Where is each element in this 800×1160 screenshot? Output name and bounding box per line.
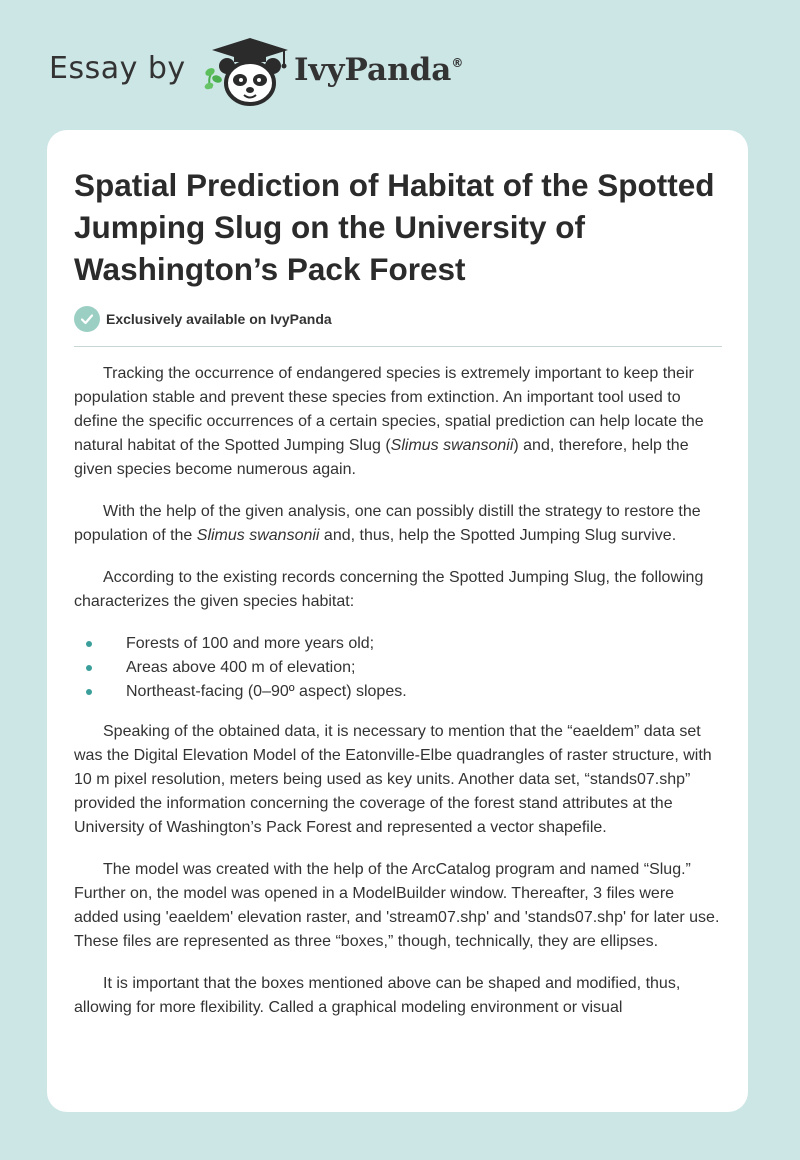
- species-name: Slimus swansonii: [390, 437, 514, 454]
- paragraph: The model was created with the help of the ArcCatalog program and named “Slug.” Further on, the model was opened in a ModelBuilder window. Thereafter, 3 files were added using 'eaeldem' elevation raster, and 'stream07.shp' and 'stands07.shp' for later use. These files are represented as three “boxes,” though, technically, they are ellipses.: [74, 861, 720, 950]
- list-item: [74, 656, 722, 680]
- habitat-list: [74, 632, 722, 704]
- list-item-text: Northeast-facing (0–90º aspect) slopes.: [126, 683, 407, 700]
- species-name: Slimus swansonii: [196, 527, 320, 544]
- brand-name[interactable]: [294, 52, 463, 88]
- essay-by-label: Essay by: [49, 51, 186, 86]
- paragraph: [74, 500, 722, 548]
- text-run: With the help of the given analysis, one can possibly distill the strategy to restore the population of the: [74, 503, 701, 544]
- text-run: Tracking the occurrence of endangered species is extremely important to keep their population stable and prevent these species from extinction. An important tool used to define the specific occurrences of a certain species, spatial prediction can help locate the natural habitat of the Spotted Jumping Slug (: [74, 365, 704, 454]
- paragraph: [74, 362, 722, 482]
- paragraph: It is important that the boxes mentioned above can be shaped and modified, thus, allowing for more flexibility. Called a graphical modeling environment or visual: [74, 975, 681, 1016]
- panda-graduate-icon: [200, 36, 300, 108]
- text-run: and, thus, help the Spotted Jumping Slug survive.: [319, 527, 677, 544]
- text-run: ) and, therefore, help the given species become numerous again.: [74, 437, 689, 478]
- article-body: [74, 362, 722, 1038]
- article-title: Spatial Prediction of Habitat of the Spotted Jumping Slug on the University of Washington’s Pack Forest: [74, 167, 715, 287]
- divider: [74, 346, 722, 347]
- bullet-dot: [86, 641, 92, 647]
- brand-text: IvyPanda: [294, 52, 452, 88]
- bullet-dot: [86, 689, 92, 695]
- trademark-symbol: ®: [451, 56, 464, 70]
- exclusive-badge-label: Exclusively available on IvyPanda: [106, 311, 332, 327]
- list-item: [74, 632, 722, 656]
- bullet-dot: [86, 665, 92, 671]
- list-item: [74, 680, 722, 704]
- paragraph: Speaking of the obtained data, it is necessary to mention that the “eaeldem” data set was the Digital Elevation Model of the Eatonville-Elbe quadrangles of raster structure, with 10 m pixel resolution, meters being used as key units. Another data set, “stands07.shp” provided the information concerning the coverage of the forest stand attributes at the University of Washington’s Pack Forest and represented a vector shapefile.: [74, 723, 712, 836]
- article-card: [47, 130, 748, 1112]
- list-item-text: Forests of 100 and more years old;: [126, 635, 375, 652]
- paragraph: According to the existing records concerning the Spotted Jumping Slug, the following characterizes the given species habitat:: [74, 569, 704, 610]
- ivypanda-logo[interactable]: [200, 36, 300, 108]
- list-item-text: Areas above 400 m of elevation;: [126, 659, 356, 676]
- site-header: [0, 0, 800, 130]
- exclusive-badge: [74, 306, 332, 332]
- check-circle-icon: [74, 306, 100, 332]
